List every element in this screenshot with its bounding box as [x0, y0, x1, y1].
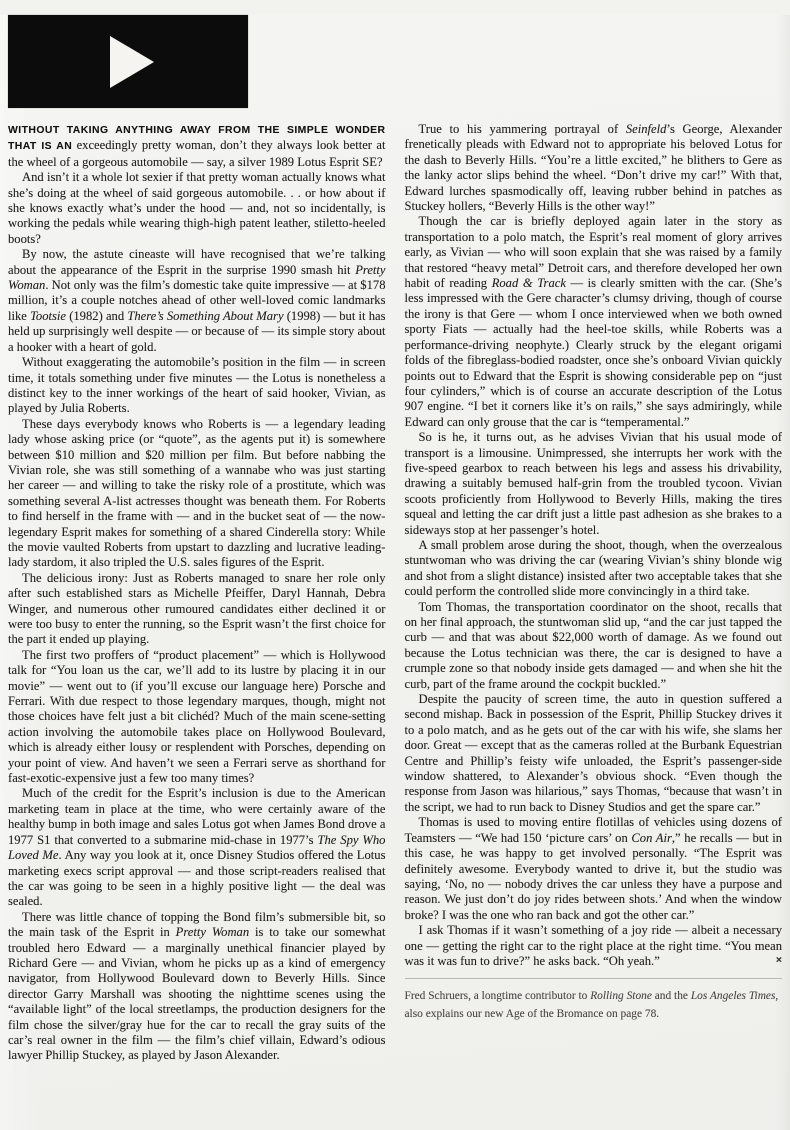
paragraph: By now, the astute cineaste will have recognised that we’re talking about the appearance of the Esprit in the surprise 1990 smash hit Pretty Woman. Not only was the film’s domestic take quite impressive — at $178 million, it’s a couple notches ahead of other well-loved comic landmarks like Tootsie (1982) and There’s Something About Mary (1998) — but it has held up surprisingly well despite — or because of — its simple story about a hooker with a heart of gold.: [8, 247, 386, 354]
paragraph: Though the car is briefly deployed again later in the story as transportation to a polo match, the Esprit’s real moment of glory arrives early, as Vivian — who will soon explain that she was raised by a family that restored “heavy metal” Detroit cars, and therefore developed her own habit of reading Road & Track — is clearly smitten with the car. (She’s less impressed with the Gere character’s clumsy driving, though of course the irony is that Gere — whom I once interviewed when we both owned sporty Fiats — actually had the heel-toe skills, while Roberts was a performance-driving neophyte.) Clearly struck by the elegant origami folds of the fibreglass-bodied roadster, once she’s onboard Vivian quickly points out to Edward that the Esprit is showing considerable pep on “just four cylinders,” which is of course an accurate description of the Lotus 907 engine. “I bet it corners like it’s on rails,” she says admiringly, while Edward can only grouse that the car is “temperamental.”: [404, 214, 782, 429]
footer-divider: [405, 978, 783, 979]
contributor-footer: [405, 978, 783, 1023]
article-body: [8, 122, 782, 1064]
play-triangle-icon: [110, 36, 154, 88]
end-mark: ×: [775, 953, 782, 966]
paragraph: So is he, it turns out, as he advises Vivian that his usual mode of transport is a limousine. Unimpressed, she interrupts her work with the five-speed gearbox to reach between his legs and assess his drivability, drawing a suitably bemused half-grin from the troubled tycoon. Vivian scoots proficiently from Hollywood to Beverly Hills, making the tires squeal and letting the car drift just a little past adhesion as she brakes to a sideways stop at her passenger’s hotel.: [404, 430, 782, 537]
contributor-note: Fred Schruers, a longtime contributor to Rolling Stone and the Los Angeles Times, also explains our new Age of the Bromance on page 78.: [404, 990, 779, 1021]
paragraph: True to his yammering portrayal of Seinfeld’s George, Alexander frenetically pleads with Edward not to appropriate his beloved Lotus for the dash to Beverly Hills. “You’re a little excited,” he blithers to Gere as the lanky actor slips behind the wheel. “Don’t drive my car!” With that, Edward lurches spasmodically off, leaving rubber behind in patches as Stuckey hollers, “Beverly Hills is the other way!”: [404, 122, 783, 214]
paragraph: Much of the credit for the Esprit’s inclusion is due to the American marketing team in place at the time, who were certainly aware of the healthy bump in both image and sales Lotus got when James Bond drove a 1977 S1 that converted to a submarine mid-chase in 1977’s The Spy Who Loved Me. Any way you look at it, once Disney Studios offered the Lotus marketing execs script approval — and those script-readers realised that the car was going to be seen in a highly positive light — the deal was sealed.: [8, 786, 386, 909]
right-column-text: [405, 122, 783, 969]
paragraph: Tom Thomas, the transportation coordinator on the shoot, recalls that on her final approach, the stuntwoman slid up, “and the car just tapped the curb — and that was about $22,000 worth of damage. As we found out because the Lotus technician was there, the car is designed to have a crumple zone so that nobody inside gets damaged — and when she hit the curb, part of the frame around the cockpit buckled.”: [404, 599, 782, 691]
paragraph: The first two proffers of “product placement” — which is Hollywood talk for “You loan us the car, we’ll add to its lustre by placing it in our movie” — went out to (if you’ll excuse our language here) Porsche and Ferrari. With due respect to those legendary marques, though, might not those choices have felt just a bit clichéd? Much of the main scene-setting action involving the automobile takes place on Hollywood Boulevard, which is already either lousy or resplendent with Porsches, depending on your point of view. And haven’t we seen a Ferrari serve as shorthand for fast-exotic-expensive just a few too many times?: [8, 647, 386, 786]
paragraph: Thomas is used to moving entire flotillas of vehicles using dozens of Teamsters — “We had 150 ‘picture cars’ on Con Air,” he recalls — but in this case, he was happy to get involved personally. “The Esprit was definitely awesome. Everybody wanted to drive it, but the studio was saying, ‘No, no — nobody drives the car unless they have a purpose and reason. We just don’t do joy rides between shots.’ And when the window broke? I was the one who ran back and got the other car.”: [404, 815, 783, 922]
paragraph: And isn’t it a whole lot sexier if that pretty woman actually knows what she’s doing at the wheel of said gorgeous automobile. . . or how about if she knows exactly what’s under the hood — and, not so incidentally, is working the pedals while wearing thigh-high patent leather, stiletto-heeled boots?: [8, 170, 386, 246]
paragraph: Without exaggerating the automobile’s position in the film — in screen time, it totals something under five minutes — the Lotus is nonetheless a distinct key to the inner workings of the heart of said hooker, Vivian, as played by Julia Roberts.: [8, 355, 386, 416]
paragraph: Despite the paucity of screen time, the auto in question suffered a second mishap. Back in possession of the Esprit, Phillip Stuckey drives it to a polo match, and as he gets out of the car with his wife, she slams her door. Great — except that as the cameras rolled at the Burbank Equestrian Centre and Phillip’s feisty wife unloaded, the Esprit’s passenger-side window shattered, to Alexander’s obvious shock. “Even though the response from Jason was hilarious,” says Thomas, “because that wasn’t in the script, we had to run back to Disney Studios and get the spare car.”: [404, 692, 782, 814]
paragraph: A small problem arose during the shoot, though, when the overzealous stuntwoman who was driving the car (wearing Vivian’s shiny blonde wig and shot from a slight distance) insisted after two acceptable takes that she could perform the controlled slide more convincingly in a third take.: [404, 537, 782, 599]
left-column: [8, 122, 386, 1064]
left-column-text: [8, 122, 386, 1064]
paragraph: The delicious irony: Just as Roberts managed to snare her role only after such established stars as Michelle Pfeiffer, Daryl Hannah, Debra Winger, and numerous other rumoured candidates either declined it or were too busy to enter the running, so the Esprit wasn’t the first choice for the part it ended up playing.: [8, 570, 386, 647]
paragraph: There was little chance of topping the Bond film’s submersible bit, so the main task of the Esprit in Pretty Woman is to take our somewhat troubled hero Edward — a marginally unethical financier played by Richard Gere — and Vivian, whom he picks up as a kind of emergency navigator, from Hollywood Boulevard down to Beverly Hills. Since director Garry Marshall was shooting the nighttime scenes using the “available light” of the local streetlamps, the production designers for the film chose the silver/gray hue for the car to recall the gray suits of the car’s real owner in the film — the film’s chief villain, Edward’s odious lawyer Phillip Stuckey, as played by Jason Alexander.: [8, 909, 386, 1063]
right-column: [405, 122, 783, 1064]
paragraph: WITHOUT TAKING ANYTHING AWAY FROM THE SIMPLE WONDER THAT IS AN exceedingly pretty woman, don’t they always look better at the wheel of a gorgeous automobile — say, a silver 1989 Lotus Esprit SE?: [8, 125, 386, 169]
paragraph: I ask Thomas if it wasn’t something of a joy ride — albeit a necessary one — getting the right car to the right place at the right time. “You mean was it was fun to drive?” he asks back. “Oh yeah.” ×: [404, 923, 782, 968]
play-button[interactable]: [8, 15, 248, 108]
magazine-page: [0, 15, 790, 1130]
paragraph: These days everybody knows who Roberts is — a legendary leading lady whose asking price (or “quote”, as the agents put it) is somewhere between $10 million and $20 million per film. But before nabbing the Vivian role, she was still something of a wannabe who was just starting her career — and willing to take the risky role of a prostitute, which was something several A-list actresses thought was beneath them. For Roberts to find herself in the frame with — and in the bucket seat of — the now-legendary Esprit makes for something of a shared Cinderella story: While the movie vaulted Roberts from upstart to dazzling and lucrative leading-lady stardom, it also tripled the U.S. sales figures of the Esprit.: [8, 416, 386, 570]
